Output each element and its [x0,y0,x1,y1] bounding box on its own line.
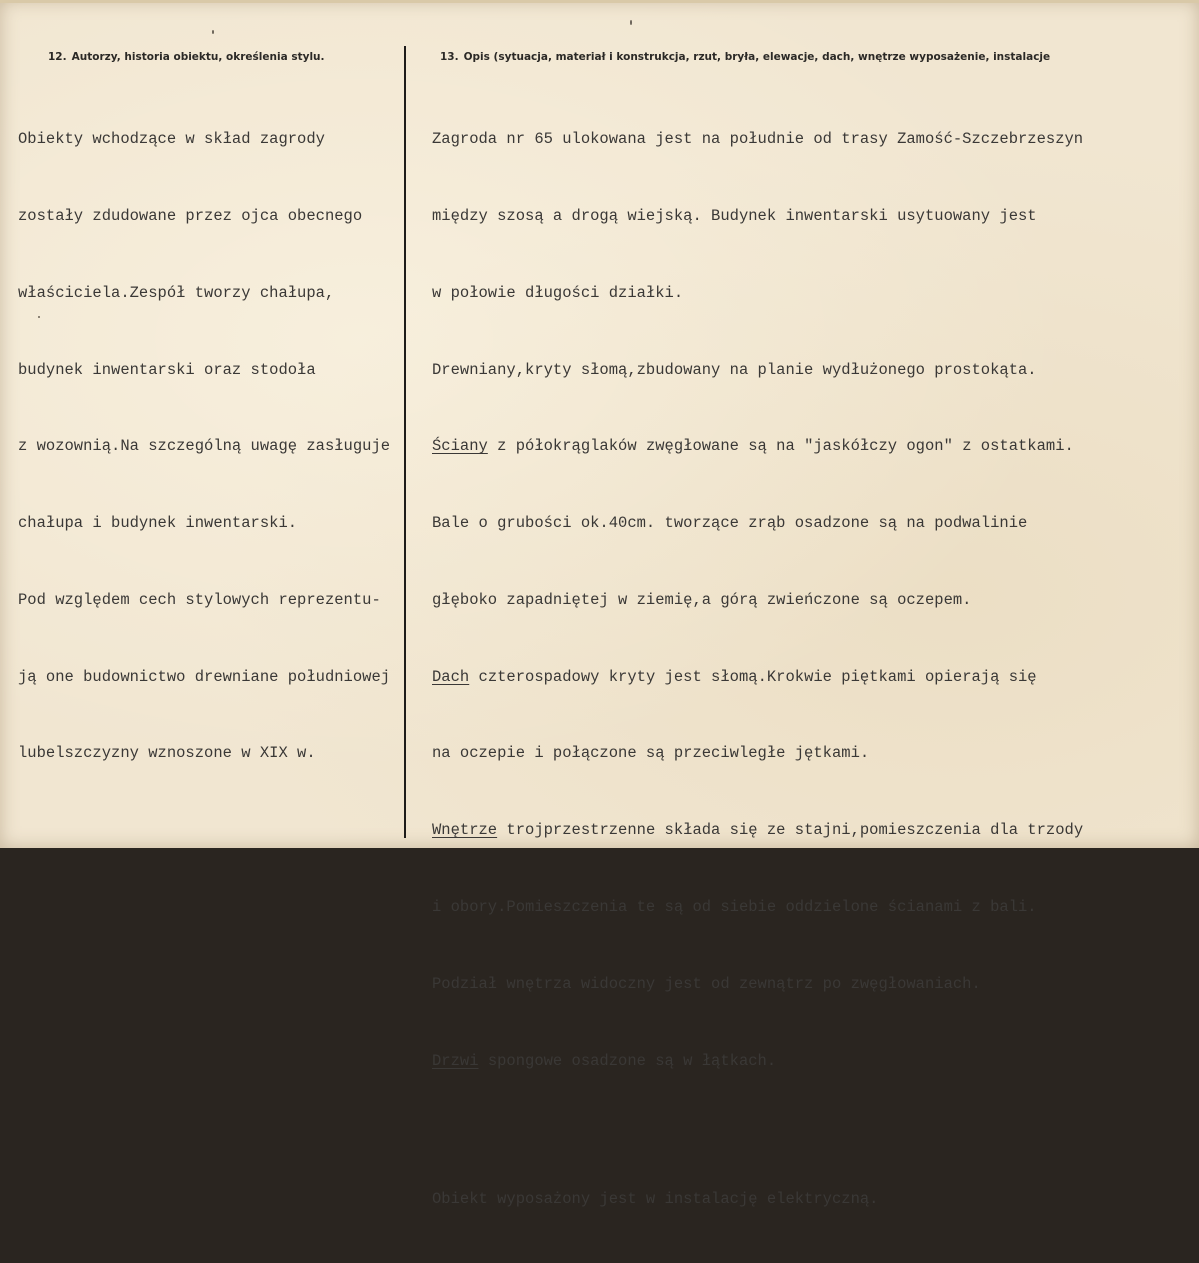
text-line: na oczepie i połączone są przeciwległe jętkami. [432,744,870,763]
walls-heading: Ściany [432,437,488,456]
text-line-interior [432,818,1083,844]
paragraph-gap [432,1125,1083,1135]
authors-history-text [18,76,390,818]
section-13-title: Opis (sytuacja, materiał i konstrukcja, rzut, bryła, elewacje, dach, wnętrze wyposażenie, instalacje [463,51,1051,63]
text-line-roof [432,665,1083,691]
section-12-title: Autorzy, historia obiektu, określenia stylu. [71,51,325,63]
text-line: Zagroda nr 65 ulokowana jest na południe od trasy Zamość-Szczebrzeszyn [432,130,1084,149]
text-line: w połowie długości działki. [432,283,684,302]
walls-text: z półokrąglaków zwęgłowane są na "jaskółczy ogon" z ostatkami. [487,437,1074,456]
text-line: właściciela.Zespół tworzy chałupa, [18,283,335,302]
text-line: między szosą a drogą wiejską. Budynek inwentarski usytuowany jest [432,206,1037,225]
text-line: głęboko zapadniętej w ziemię,a górą zwieńczone są oczepem. [432,590,972,609]
text-line: Podział wnętrza widoczny jest od zewnątrz po zwęgłowaniach. [432,974,981,993]
text-line: Obiekt wyposażony jest w instalację elektryczną. [432,1189,879,1208]
section-12-number: 12. [48,51,67,63]
text-line: i obory.Pomieszczenia te są od siebie oddzielone ścianami z bali. [432,898,1037,916]
interior-text: trojprzestrzenne składa się ze stajni,pomieszczenia dla trzody [497,821,1084,840]
text-line: Bale o grubości ok.40cm. tworzące zrąb osadzone są na podwalinie [432,514,1028,533]
text-line: Obiekty wchodzące w skład zagrody [18,130,325,149]
section-13-header [440,51,1050,63]
paper-speck [38,316,40,318]
text-line: z wozownią.Na szczególną uwagę zasługuje [18,437,391,456]
roof-text: czterospadowy kryty jest słomą.Krokwie piętkami opierają się [469,667,1037,686]
text-line: zostały zdudowane przez ojca obecnego [18,206,363,225]
description-text [432,76,1083,1263]
section-13-number: 13. [440,51,459,63]
paper-speck [212,30,214,34]
section-12-header [48,51,325,63]
text-line: budynek inwentarski oraz stodoła [18,360,316,379]
text-line-walls [432,434,1083,460]
text-line: ją one budownictwo drewniane południowej [18,667,391,686]
roof-heading: Dach [432,667,470,686]
doors-heading: Drzwi [432,1051,479,1070]
paper-top-edge [0,0,1199,3]
text-line: Pod względem cech stylowych reprezentu- [18,590,381,609]
interior-heading: Wnętrze [432,821,498,840]
text-line-doors [432,1049,1083,1075]
text-line: chałupa i budynek inwentarski. [18,514,298,533]
paper-speck [630,20,632,25]
text-line: lubelszczyzny wznoszone w XIX w. [18,744,316,763]
column-divider [404,46,406,838]
text-line: Drewniany,kryty słomą,zbudowany na planie wydłużonego prostokąta. [432,360,1037,379]
doors-text: spongowe osadzone są w łątkach. [478,1051,777,1070]
